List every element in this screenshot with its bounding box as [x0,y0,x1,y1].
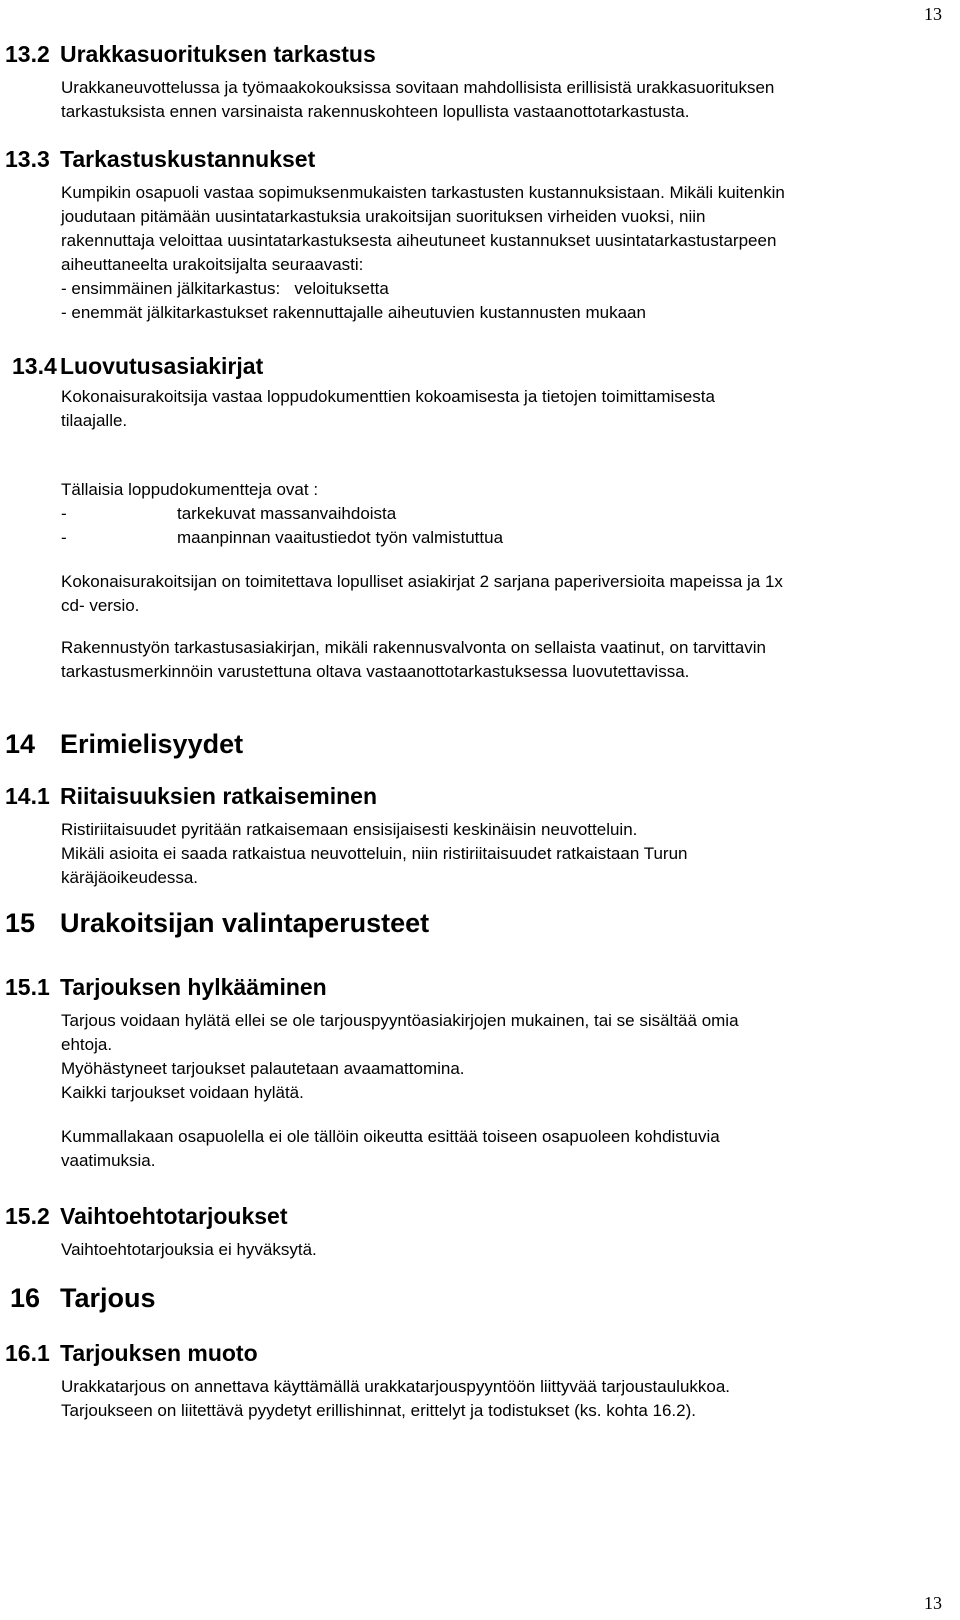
paragraph-15-1-a [61,1009,941,1105]
heading-13-3 [5,146,315,173]
text-line: Mikäli asioita ei saada ratkaistua neuvotteluin, niin ristiriitaisuudet ratkaistaan Turun [61,844,688,863]
text-line: Vaihtoehtotarjouksia ei hyväksytä. [61,1240,317,1259]
heading-number: 15.2 [5,1203,50,1229]
text-line: tarkastusmerkinnöin varustettuna oltava vastaanottotarkastuksessa luovutettavissa. [61,662,690,681]
heading-14-1 [5,783,377,810]
heading-number: 14 [5,729,36,759]
text-line: ehtoja. [61,1035,113,1054]
paragraph-13-4-c [61,570,941,618]
page-number-top: 13 [924,4,942,24]
list-dash: - [61,528,67,547]
text-line: aiheuttaneelta urakoitsijalta seuraavasti: [61,255,364,274]
list-item [61,502,941,526]
heading-13-4 [12,353,263,380]
paragraph-15-2 [61,1238,941,1262]
text-line: Myöhästyneet tarjoukset palautetaan avaamattomina. [61,1059,465,1078]
text-line: Urakkatarjous on annettava käyttämällä urakkatarjouspyyntöön liittyvää tarjoustaulukkoa. [61,1377,731,1396]
heading-title: Vaihtoehtotarjoukset [60,1203,288,1229]
list-item [61,526,941,550]
text-line: - ensimmäinen jälkitarkastus: veloituksetta [61,279,389,298]
heading-number: 13.4 [12,353,57,379]
heading-15-2 [5,1203,287,1230]
text-line: cd- versio. [61,596,140,615]
text-line: Rakennustyön tarkastusasiakirjan, mikäli rakennusvalvonta on sellaista vaatinut, on tarvittavin [61,638,766,657]
text-line: käräjäoikeudessa. [61,868,199,887]
text-line: Tarjoukseen on liitettävä pyydetyt erillishinnat, erittelyt ja todistukset (ks. kohta 16.2). [61,1401,696,1420]
heading-number: 16.1 [5,1340,50,1366]
heading-number: 16 [10,1283,41,1313]
text-line: Ristiriitaisuudet pyritään ratkaisemaan ensisijaisesti keskinäisin neuvotteluin. [61,820,638,839]
text-line: rakennuttaja veloittaa uusintatarkastuksesta aiheutuneet kustannukset uusintatarkastustarpeen [61,231,777,250]
text-line: Kokonaisurakoitsijan on toimitettava lopulliset asiakirjat 2 sarjana paperiversioita mapeissa ja 1x [61,572,783,591]
heading-number: 13.2 [5,41,50,67]
heading-16 [10,1283,156,1314]
paragraph-13-4-d [61,636,941,684]
text-line: Tarjous voidaan hylätä ellei se ole tarjouspyyntöasiakirjojen mukainen, tai se sisältää omia [61,1011,739,1030]
heading-title: Tarjous [60,1283,156,1313]
text-line: joudutaan pitämään uusintatarkastuksia urakoitsijan suorituksen virheiden vuoksi, niin [61,207,706,226]
text-line: vaatimuksia. [61,1151,156,1170]
text-line: Kumpikin osapuoli vastaa sopimuksenmukaisten tarkastusten kustannuksistaan. Mikäli kuitenkin [61,183,785,202]
text-line: Kokonaisurakoitsija vastaa loppudokumenttien kokoamisesta ja tietojen toimittamisesta [61,387,715,406]
list-intro: Tällaisia loppudokumentteja ovat : [61,480,319,499]
heading-title: Tarjouksen hylkääminen [60,974,327,1000]
paragraph-13-4-list [61,478,941,550]
page-number-bottom: 13 [924,1593,942,1613]
heading-title: Luovutusasiakirjat [60,353,264,379]
heading-15 [5,908,429,939]
heading-16-1 [5,1340,258,1367]
heading-title: Urakoitsijan valintaperusteet [60,908,430,938]
text-line: tilaajalle. [61,411,128,430]
heading-title: Erimielisyydet [60,729,244,759]
list-dash: - [61,504,67,523]
heading-number: 13.3 [5,146,50,172]
heading-title: Tarjouksen muoto [60,1340,258,1366]
paragraph-13-3 [61,181,941,325]
heading-number: 15 [5,908,36,938]
text-line: - enemmät jälkitarkastukset rakennuttajalle aiheutuvien kustannusten mukaan [61,303,646,322]
text-line: Kummallakaan osapuolella ei ole tällöin oikeutta esittää toiseen osapuoleen kohdistuvia [61,1127,720,1146]
heading-15-1 [5,974,327,1001]
text-line: tarkastuksista ennen varsinaista rakennuskohteen lopullista vastaanottotarkastusta. [61,102,690,121]
paragraph-13-2 [61,76,941,124]
heading-number: 15.1 [5,974,50,1000]
heading-title: Urakkasuorituksen tarkastus [60,41,376,67]
heading-title: Tarkastuskustannukset [60,146,316,172]
paragraph-13-4-a [61,385,941,433]
paragraph-16-1 [61,1375,941,1423]
heading-14 [5,729,243,760]
heading-13-2 [5,41,376,68]
paragraph-14-1 [61,818,941,890]
heading-title: Riitaisuuksien ratkaiseminen [60,783,378,809]
list-item-text: tarkekuvat massanvaihdoista [177,504,397,523]
heading-number: 14.1 [5,783,50,809]
list-item-text: maanpinnan vaaitustiedot työn valmistuttua [177,528,504,547]
paragraph-15-1-b [61,1125,941,1173]
text-line: Kaikki tarjoukset voidaan hylätä. [61,1083,304,1102]
text-line: Urakkaneuvottelussa ja työmaakokouksissa sovitaan mahdollisista erillisistä urakkasuorituksen [61,78,775,97]
